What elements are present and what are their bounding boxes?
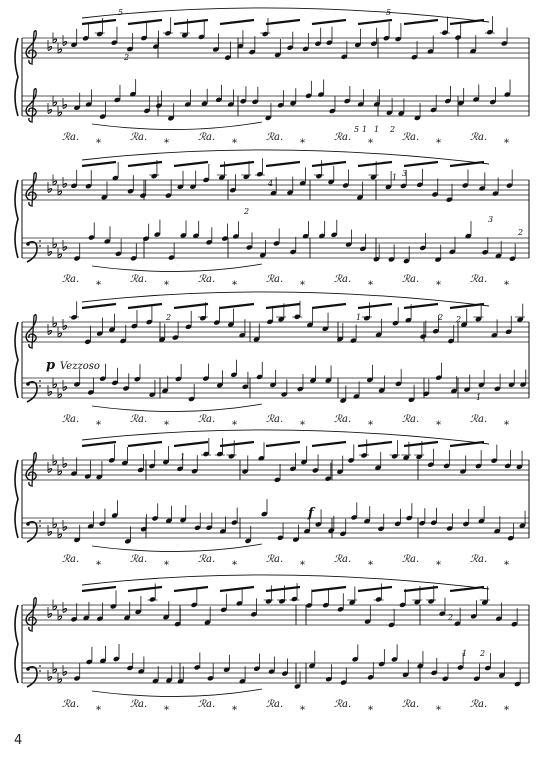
beam	[312, 587, 346, 591]
pedal-release-mark: *	[300, 560, 305, 571]
beam	[82, 587, 116, 591]
beam	[404, 587, 438, 591]
pedal-release-mark: *	[368, 420, 373, 431]
pedal-release-mark: *	[368, 280, 373, 291]
flat-icon	[48, 40, 52, 51]
treble-staff	[22, 315, 529, 348]
pedal-mark: ℛa.	[198, 699, 216, 710]
beam	[220, 587, 254, 591]
system-brace	[15, 605, 18, 683]
pedal-mark: ℛa.	[130, 554, 148, 565]
treble-clef-icon	[26, 31, 36, 64]
pedal-mark: ℛa.	[62, 414, 80, 425]
bass-clef-icon	[26, 240, 41, 262]
pedal-mark: ℛa.	[334, 554, 352, 565]
beam	[404, 162, 438, 166]
bass-staff	[22, 89, 529, 122]
pedal-mark: ℛa.	[130, 414, 148, 425]
system-brace	[15, 460, 18, 538]
flat-icon	[48, 462, 52, 473]
pedal-release-mark: *	[504, 560, 509, 571]
fingering-number: 1	[356, 313, 362, 322]
beam	[358, 162, 392, 166]
page-number: 4	[14, 733, 23, 748]
beam	[82, 162, 116, 166]
bass-clef-icon	[26, 520, 41, 542]
beam	[82, 20, 116, 24]
beam	[128, 20, 162, 24]
pedal-release-mark: *	[164, 420, 169, 431]
beam	[174, 20, 208, 24]
pedal-mark: ℛa.	[266, 554, 284, 565]
beam	[220, 20, 254, 24]
pedal-release-mark: *	[232, 560, 237, 571]
beam	[174, 587, 208, 591]
phrase-slur	[82, 430, 489, 444]
slur	[92, 264, 262, 272]
flat-icon	[63, 319, 67, 330]
flat-icon	[63, 35, 67, 46]
pedal-marks	[62, 274, 509, 291]
system-brace	[15, 180, 18, 258]
flat-icon	[63, 177, 67, 188]
pedal-mark: ℛa.	[266, 699, 284, 710]
pedal-release-mark: *	[368, 560, 373, 571]
bass-staff	[22, 518, 529, 543]
pedal-release-mark: *	[232, 138, 237, 149]
pedal-mark: ℛa.	[62, 274, 80, 285]
pedal-release-mark: *	[300, 420, 305, 431]
pedal-release-mark: *	[436, 420, 441, 431]
beam	[358, 587, 392, 591]
bass-clef-icon	[26, 665, 41, 687]
flat-icon	[63, 98, 67, 109]
staff-system	[15, 430, 529, 571]
pedal-release-mark: *	[436, 705, 441, 716]
pedal-release-mark: *	[368, 138, 373, 149]
pedal-release-mark: *	[436, 138, 441, 149]
fingering-number: 3	[402, 169, 408, 178]
pedal-mark: ℛa.	[266, 132, 284, 143]
flat-icon	[48, 182, 52, 193]
dynamic-forte: f	[308, 506, 314, 521]
flat-icon	[48, 525, 52, 536]
pedal-release-mark: *	[96, 705, 101, 716]
expression-vezzoso: Vezzoso	[60, 361, 100, 372]
bass-clef-icon	[26, 380, 41, 402]
phrase-slur	[82, 150, 489, 164]
beam	[312, 442, 346, 446]
fingering-number: 1	[476, 393, 482, 402]
fingering-number: 5	[386, 8, 392, 17]
pedal-release-mark: *	[504, 705, 509, 716]
pedal-release-mark: *	[300, 138, 305, 149]
pedal-mark: ℛa.	[402, 274, 420, 285]
fingering-number: 5	[354, 125, 360, 134]
flat-icon	[48, 607, 52, 618]
pedal-marks	[62, 554, 509, 571]
pedal-mark: ℛa.	[470, 274, 488, 285]
pedal-mark: ℛa.	[334, 132, 352, 143]
phrase-slur	[82, 292, 489, 306]
pedal-release-mark: *	[436, 560, 441, 571]
pedal-release-mark: *	[300, 280, 305, 291]
beam	[266, 20, 300, 24]
pedal-mark: ℛa.	[198, 554, 216, 565]
treble-clef-icon	[26, 89, 36, 122]
beam	[128, 304, 162, 308]
flat-icon	[63, 602, 67, 613]
pedal-release-mark: *	[436, 280, 441, 291]
flat-icon	[48, 245, 52, 256]
pedal-release-mark: *	[96, 560, 101, 571]
pedal-mark: ℛa.	[402, 132, 420, 143]
flat-icon	[63, 457, 67, 468]
pedal-mark: ℛa.	[198, 414, 216, 425]
staff-system	[15, 8, 529, 149]
staff-system	[15, 575, 529, 716]
phrase-slur	[82, 575, 489, 589]
fingering-number: 1	[362, 125, 368, 134]
dynamic-piano: p	[46, 358, 56, 373]
beam	[312, 304, 346, 308]
pedal-release-mark: *	[96, 138, 101, 149]
pedal-mark: ℛa.	[62, 699, 80, 710]
pedal-release-mark: *	[96, 420, 101, 431]
system-brace	[15, 322, 18, 398]
pedal-mark: ℛa.	[334, 699, 352, 710]
pedal-mark: ℛa.	[62, 132, 80, 143]
beam	[358, 442, 392, 446]
fingering-number: 1	[392, 173, 398, 182]
pedal-mark: ℛa.	[470, 132, 488, 143]
staff-system	[15, 150, 529, 291]
fingering-number: 1	[374, 125, 380, 134]
pedal-release-mark: *	[164, 280, 169, 291]
pedal-mark: ℛa.	[402, 554, 420, 565]
fingering-number: 2	[244, 207, 250, 216]
beam	[266, 162, 300, 166]
flat-icon	[63, 520, 67, 531]
fingering-number: 2	[438, 313, 444, 322]
flat-icon	[48, 385, 52, 396]
fingering-number: 2	[124, 53, 130, 62]
beam	[174, 442, 208, 446]
pedal-mark: ℛa.	[402, 699, 420, 710]
fingerings	[118, 8, 523, 658]
beam	[82, 442, 116, 446]
beam	[404, 304, 438, 308]
pedal-release-mark: *	[164, 705, 169, 716]
beam	[312, 162, 346, 166]
treble-clef-icon	[26, 315, 36, 348]
beam	[266, 442, 300, 446]
pedal-release-mark: *	[504, 420, 509, 431]
pedal-marks	[62, 132, 509, 149]
pedal-release-mark: *	[368, 705, 373, 716]
pedal-marks	[62, 699, 509, 716]
fingering-number: 1	[180, 453, 186, 462]
pedal-release-mark: *	[300, 705, 305, 716]
treble-clef-icon	[26, 173, 36, 206]
pedal-release-mark: *	[504, 280, 509, 291]
pedal-mark: ℛa.	[334, 274, 352, 285]
pedal-mark: ℛa.	[266, 414, 284, 425]
pedal-mark: ℛa.	[402, 414, 420, 425]
flat-icon	[63, 380, 67, 391]
fingering-number: 3	[488, 215, 494, 224]
slur	[92, 689, 262, 697]
pedal-release-mark: *	[504, 138, 509, 149]
fingering-number: 2	[390, 125, 396, 134]
system-brace	[15, 38, 18, 116]
pedal-mark: ℛa.	[470, 414, 488, 425]
fingering-number: 1	[462, 649, 468, 658]
pedal-mark: ℛa.	[62, 554, 80, 565]
pedal-mark: ℛa.	[470, 699, 488, 710]
pedal-mark: ℛa.	[266, 274, 284, 285]
beam	[358, 304, 392, 308]
beam	[220, 442, 254, 446]
beam	[266, 304, 300, 308]
fingering-number: 2	[456, 315, 462, 324]
fingering-number: 4	[268, 179, 274, 188]
beam	[220, 304, 254, 308]
pedal-release-mark: *	[96, 280, 101, 291]
beam	[174, 304, 208, 308]
fingering-number: 5	[118, 8, 124, 17]
flat-icon	[48, 324, 52, 335]
slur	[92, 404, 262, 412]
beam	[128, 442, 162, 446]
pedal-mark: ℛa.	[198, 132, 216, 143]
beam	[128, 587, 162, 591]
pedal-mark: ℛa.	[130, 274, 148, 285]
slur	[92, 122, 262, 130]
treble-clef-icon	[26, 453, 36, 486]
flat-icon	[48, 670, 52, 681]
pedal-mark: ℛa.	[334, 414, 352, 425]
beam	[312, 20, 346, 24]
flat-icon	[63, 665, 67, 676]
treble-staff	[22, 173, 529, 206]
slur	[92, 544, 262, 552]
pedal-release-mark: *	[164, 138, 169, 149]
phrase-slur	[82, 8, 489, 22]
pedal-release-mark: *	[232, 280, 237, 291]
pedal-mark: ℛa.	[198, 274, 216, 285]
fingering-number: 2	[448, 613, 454, 622]
beam	[358, 20, 392, 24]
bass-staff	[22, 663, 529, 688]
pedal-marks	[62, 414, 509, 431]
flat-icon	[63, 240, 67, 251]
fingering-number: 2	[166, 313, 172, 322]
pedal-release-mark: *	[232, 705, 237, 716]
beam	[82, 304, 116, 308]
pedal-mark: ℛa.	[470, 554, 488, 565]
treble-clef-icon	[26, 598, 36, 631]
pedal-mark: ℛa.	[130, 132, 148, 143]
pedal-release-mark: *	[232, 420, 237, 431]
fingering-number: 2	[480, 649, 486, 658]
pedal-mark: ℛa.	[130, 699, 148, 710]
beam	[174, 162, 208, 166]
fingering-number: 2	[518, 228, 524, 237]
pedal-release-mark: *	[164, 560, 169, 571]
beam	[404, 20, 438, 24]
flat-icon	[48, 103, 52, 114]
